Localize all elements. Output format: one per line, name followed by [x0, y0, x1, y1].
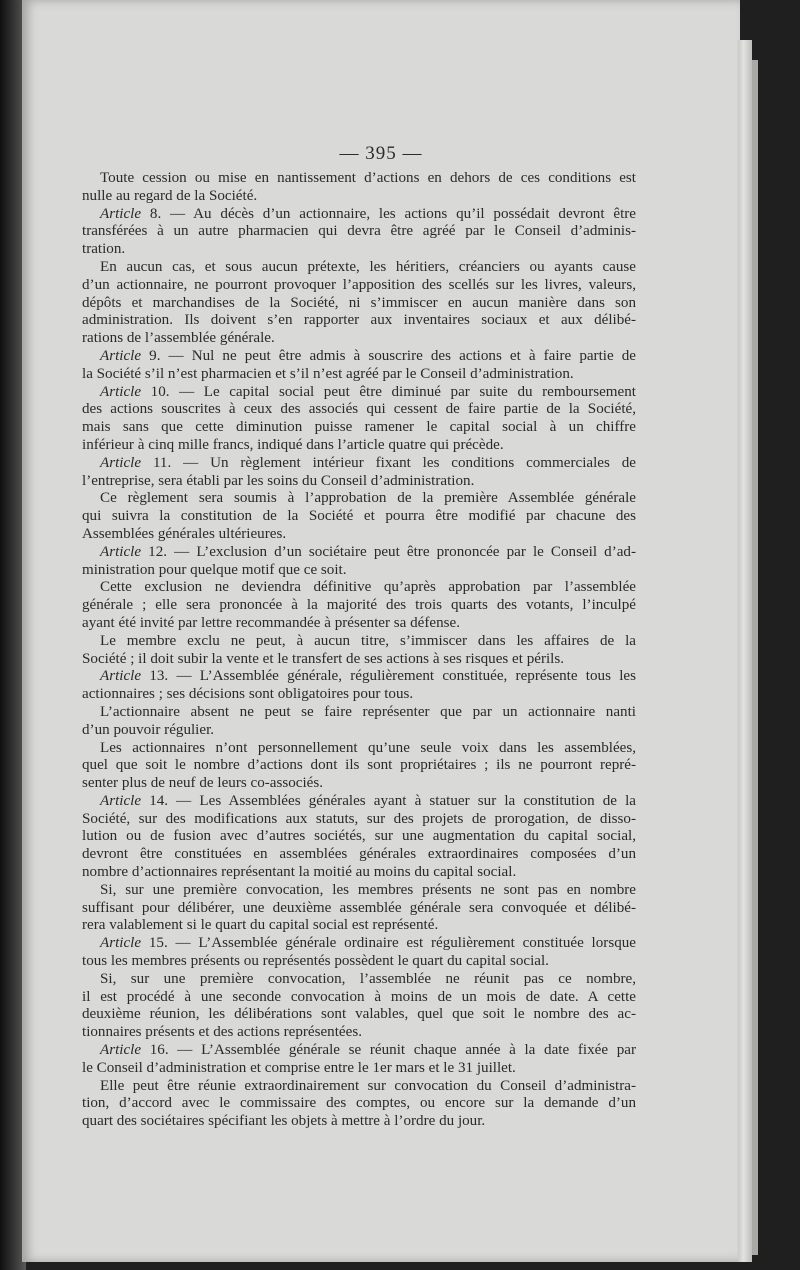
text-line	[82, 384, 636, 402]
text-line: ministration pour quelque motif que ce soit.	[82, 561, 347, 578]
text-line	[82, 935, 636, 953]
text-line: Société, sur des modifications aux statuts, sur des projets de prorogation, de disso-	[82, 810, 636, 827]
book-page	[22, 0, 740, 1262]
text-line: Si, sur une première convocation, l’assemblée ne réunit pas ce nombre,	[100, 970, 636, 987]
article-label: Article	[100, 792, 142, 809]
text-line: Société ; il doit subir la vente et le transfert de ses actions à ses risques et périls.	[82, 650, 565, 667]
article-paragraph	[82, 1042, 636, 1078]
article-paragraph	[82, 935, 636, 971]
page-stack-shadow	[752, 60, 758, 1255]
page-number: — 395 —	[339, 143, 423, 164]
text-line: L’actionnaire absent ne peut se faire représenter que par un actionnaire nanti	[100, 703, 636, 720]
text-line	[82, 1042, 636, 1060]
article-text: 16. — L’Assemblée générale se réunit chaque année à la date fixée par	[141, 1042, 636, 1059]
article-label: Article	[100, 383, 142, 400]
article-label: Article	[100, 668, 142, 685]
text-line: tion, d’accord avec le commissaire des comptes, ou encore sur la demande d’un	[82, 1095, 636, 1112]
text-line: transférées à un autre pharmacien qui devra être agréé par le Conseil d’adminis-	[82, 223, 636, 240]
text-line: des actions souscrites à ceux des associés qui cessent de faire partie de la Société,	[82, 401, 636, 418]
article-paragraph	[82, 544, 636, 580]
paragraph	[82, 740, 636, 793]
text-line: ayant été invité par lettre recommandée à présenter sa défense.	[82, 614, 460, 631]
paragraph	[82, 170, 636, 206]
text-line	[82, 455, 636, 473]
text-line: dépôts et marchandises de la Société, ni s’immiscer en aucun manière dans son	[82, 294, 636, 311]
article-text: 12. — L’exclusion d’un sociétaire peut être prononcée par le Conseil d’ad-	[141, 543, 636, 560]
text-line: deuxième réunion, les délibérations sont valables, quel que soit le nombre des ac-	[82, 1006, 636, 1023]
text-line	[82, 668, 636, 686]
text-line: tionnaires présents et des actions représentées.	[82, 1024, 362, 1041]
article-paragraph	[82, 348, 636, 384]
text-line: Assemblées générales ultérieures.	[82, 525, 287, 542]
text-line: nulle au regard de la Société.	[82, 187, 258, 204]
text-line: administration. Ils doivent s’en rapporter aux inventaires sociaux et aux délibé-	[82, 312, 636, 329]
text-line: devront être constituées en assemblées générales extraordinaires composées d’un	[82, 846, 636, 863]
body-text	[82, 170, 636, 1131]
text-line: Toute cession ou mise en nantissement d’actions en dehors de ces conditions est	[100, 170, 636, 186]
text-line: quart des sociétaires spécifiant les objets à mettre à l’ordre du jour.	[82, 1113, 486, 1130]
paragraph	[82, 971, 636, 1042]
text-line: suffisant pour délibérer, une deuxième assemblée générale sera convoquée et délibé-	[82, 899, 636, 916]
text-line: Elle peut être réunie extraordinairement sur convocation du Conseil d’administra-	[100, 1077, 636, 1094]
article-paragraph	[82, 793, 636, 882]
article-label: Article	[100, 1042, 142, 1059]
article-text: 8. — Au décès d’un actionnaire, les actions qu’il possédait devront être	[141, 205, 636, 222]
paragraph	[82, 259, 636, 348]
paragraph	[82, 882, 636, 935]
article-text: 9. — Nul ne peut être admis à souscrire des actions et à faire partie de	[141, 347, 636, 364]
text-line	[82, 348, 636, 366]
article-paragraph	[82, 668, 636, 704]
text-line: qui suivra la constitution de la Société et pourra être modifié par chacune des	[82, 508, 636, 525]
text-line	[82, 544, 636, 562]
text-line: senter plus de neuf de leurs co-associés.	[82, 775, 323, 792]
text-line: rera valablement si le quart du capital social est représenté.	[82, 917, 439, 934]
paragraph	[82, 579, 636, 632]
paragraph	[82, 704, 636, 740]
text-line: En aucun cas, et sous aucun prétexte, les héritiers, créanciers ou ayants cause	[100, 258, 636, 275]
text-line: Le membre exclu ne peut, à aucun titre, s’immiscer dans les affaires de la	[100, 632, 636, 649]
article-paragraph	[82, 384, 636, 455]
text-line: générale ; elle sera prononcée à la majorité des trois quarts des votants, l’inculpé	[82, 597, 636, 614]
article-label: Article	[100, 347, 142, 364]
text-line: nombre d’actionnaires représentant la moitié au moins du capital social.	[82, 864, 517, 881]
text-line: Cette exclusion ne deviendra définitive qu’après approbation par l’assemblée	[100, 579, 636, 596]
text-line: rations de l’assemblée générale.	[82, 330, 275, 347]
text-line: Ce règlement sera soumis à l’approbation de la première Assemblée générale	[100, 490, 636, 507]
text-line: tous les membres présents ou représentés possèdent le quart du capital social.	[82, 953, 549, 970]
paragraph	[82, 490, 636, 543]
article-label: Article	[100, 205, 142, 222]
article-text: 13. — L’Assemblée générale, régulièrement constituée, représente tous les	[141, 668, 636, 685]
text-line: actionnaires ; ses décisions sont obligatoires pour tous.	[82, 686, 414, 703]
paragraph	[82, 633, 636, 669]
article-text: 14. — Les Assemblées générales ayant à statuer sur la constitution de la	[141, 792, 636, 809]
text-line	[82, 793, 636, 811]
text-line: mais sans que cette diminution puisse ramener le capital social à un chiffre	[82, 419, 636, 436]
text-line: l’entreprise, sera établi par les soins du Conseil d’administration.	[82, 472, 475, 489]
text-line: quel que soit le nombre d’actions dont ils sont propriétaires ; ils ne pourront repré-	[82, 757, 636, 774]
article-label: Article	[100, 935, 142, 952]
text-line: il est procédé à une seconde convocation à moins de un mois de date. A cette	[82, 988, 636, 1005]
text-line: Les actionnaires n’ont personnellement qu’une seule voix dans les assemblées,	[100, 739, 636, 756]
text-line	[82, 206, 636, 224]
text-line: le Conseil d’administration et comprise entre le 1er mars et le 31 juillet.	[82, 1059, 516, 1076]
text-line: d’un actionnaire, ne pourront provoquer l’apposition des scellés sur les livres, valeurs,	[82, 276, 636, 293]
article-label: Article	[100, 454, 142, 471]
article-text: 11. — Un règlement intérieur fixant les conditions commerciales de	[141, 454, 636, 471]
article-text: 10. — Le capital social peut être diminué par suite du remboursement	[141, 383, 636, 400]
text-line: d’un pouvoir régulier.	[82, 721, 215, 738]
page-stack-edge	[738, 40, 752, 1262]
text-line: tration.	[82, 241, 126, 258]
article-paragraph	[82, 455, 636, 491]
paragraph	[82, 1078, 636, 1131]
article-label: Article	[100, 543, 142, 560]
text-line: la Société s’il n’est pharmacien et s’il n’est agréé par le Conseil d’administration.	[82, 365, 574, 382]
article-text: 15. — L’Assemblée générale ordinaire est régulièrement constituée lorsque	[141, 935, 636, 952]
text-line: inférieur à cinq mille francs, indiqué dans l’article quatre qui précède.	[82, 436, 504, 453]
article-paragraph	[82, 206, 636, 259]
text-line: lution ou de fusion avec d’autres sociétés, sur une augmentation du capital social,	[82, 828, 636, 845]
text-line: Si, sur une première convocation, les membres présents ne sont pas en nombre	[100, 881, 636, 898]
